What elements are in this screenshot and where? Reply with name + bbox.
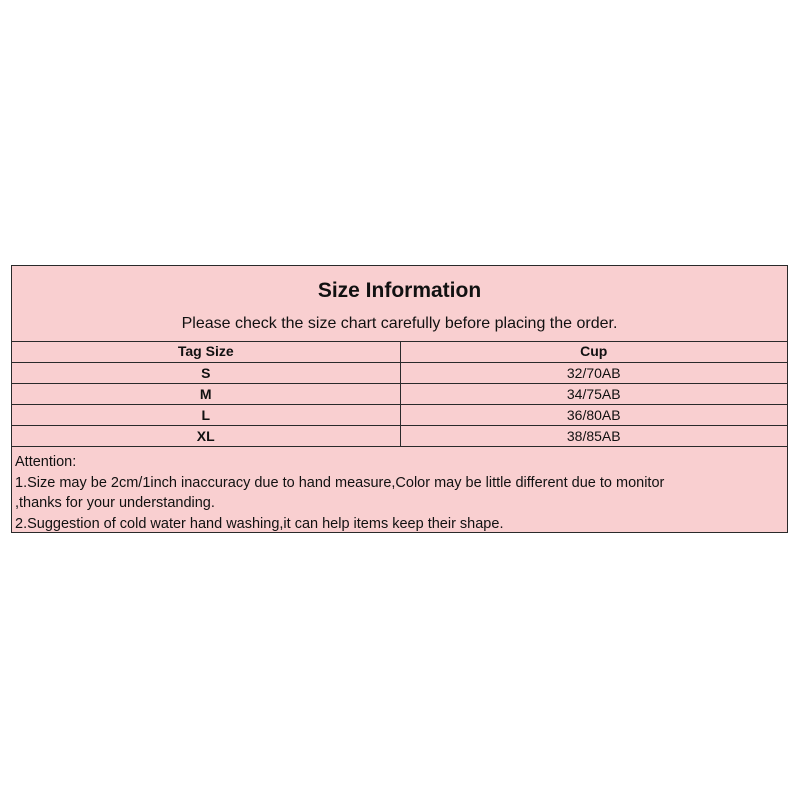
tag-size-cell: S bbox=[12, 362, 400, 383]
note-line: 1.Size may be 2cm/1inch inaccuracy due to hand measure,Color may be little different due to monitor bbox=[15, 474, 665, 491]
size-chart bbox=[11, 265, 788, 533]
table-header-row bbox=[12, 341, 787, 362]
cup-cell: 34/75AB bbox=[400, 383, 787, 404]
chart-subtitle: Please check the size chart carefully before placing the order. bbox=[181, 315, 618, 332]
chart-title: Size Information bbox=[317, 279, 482, 302]
tag-size-cell: M bbox=[12, 383, 400, 404]
column-header-tag-size: Tag Size bbox=[12, 341, 400, 362]
attention-notes bbox=[15, 452, 785, 534]
cup-cell: 36/80AB bbox=[400, 404, 787, 425]
size-table bbox=[12, 341, 787, 447]
table-row bbox=[12, 425, 787, 446]
note-line: ,thanks for your understanding. bbox=[15, 495, 215, 511]
table-row bbox=[12, 383, 787, 404]
chart-header bbox=[12, 266, 787, 342]
cup-cell: 32/70AB bbox=[400, 362, 787, 383]
cup-cell: 38/85AB bbox=[400, 425, 787, 446]
note-line: 2.Suggestion of cold water hand washing,it can help items keep their shape. bbox=[15, 515, 504, 532]
table-row bbox=[12, 404, 787, 425]
tag-size-cell: L bbox=[12, 404, 400, 425]
table-row bbox=[12, 362, 787, 383]
column-header-cup: Cup bbox=[400, 341, 787, 362]
notes-heading: Attention: bbox=[15, 454, 77, 470]
tag-size-cell: XL bbox=[12, 425, 400, 446]
